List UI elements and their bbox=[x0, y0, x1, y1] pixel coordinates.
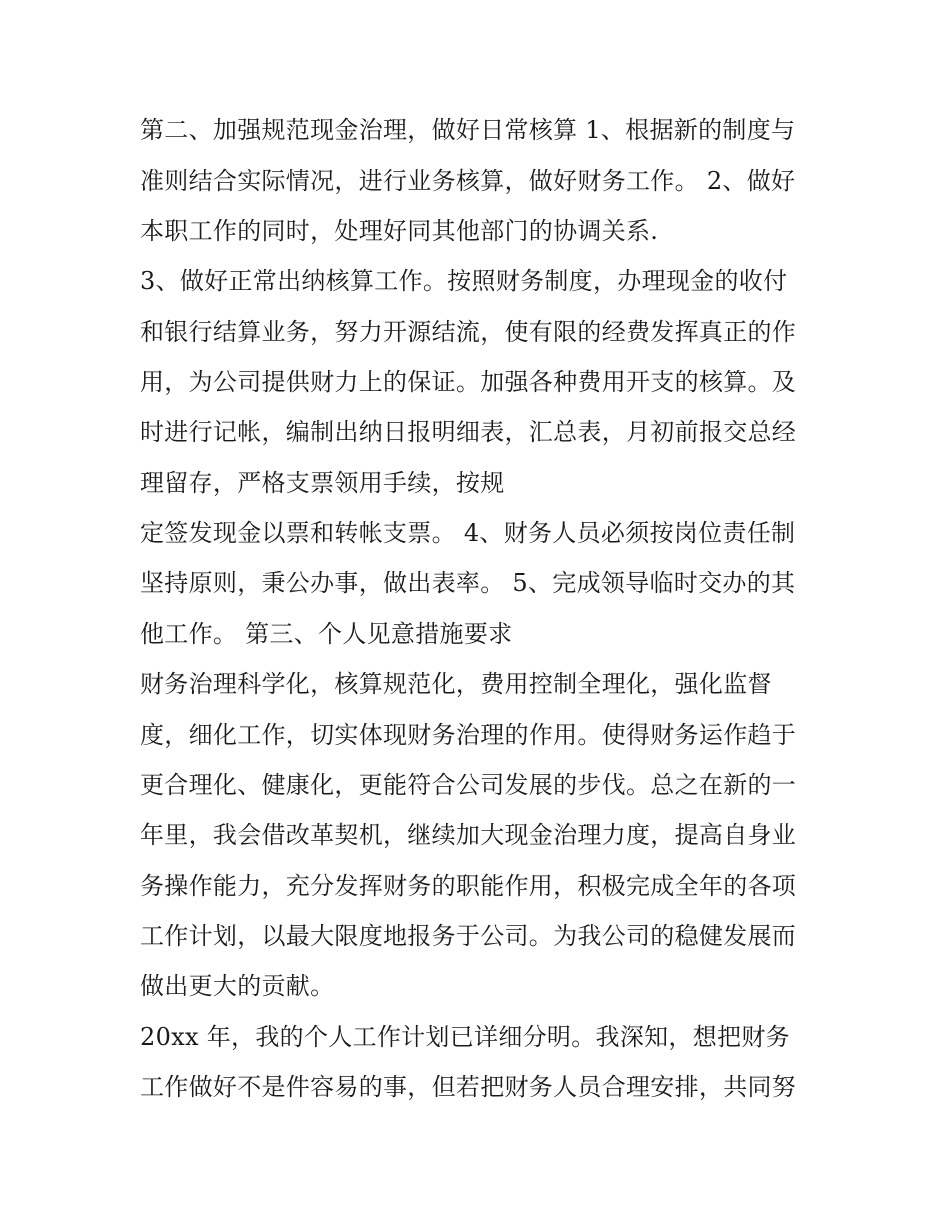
text-line: 做出更大的贡献。 bbox=[140, 972, 335, 1000]
text-line: 他工作。 第三、个人见意措施要求 bbox=[140, 620, 513, 648]
text-line: 用，为公司提供财力上的保证。加强各种费用开支的核算。及 bbox=[140, 368, 797, 396]
text-line: 财务治理科学化，核算规范化，费用控制全理化，强化监督 bbox=[140, 670, 772, 698]
text-line: 务操作能力，充分发挥财务的职能作用，积极完成全年的各项 bbox=[140, 872, 797, 900]
text-line: 工作计划，以最大限度地报务于公司。为我公司的稳健发展而 bbox=[140, 922, 797, 950]
text-line: 本职工作的同时，处理好同其他部门的协调关系. bbox=[140, 217, 659, 245]
text-line: 20xx 年，我的个人工作计划已详细分明。我深知，想把财务 bbox=[140, 1023, 790, 1051]
text-line: 年里，我会借改革契机，继续加大现金治理力度，提高自身业 bbox=[140, 821, 797, 849]
text-line: 工作做好不是件容易的事，但若把财务人员合理安排，共同努 bbox=[140, 1073, 797, 1101]
text-line: 度，细化工作，切实体现财务治理的作用。使得财务运作趋于 bbox=[140, 721, 797, 749]
text-line: 第二、加强规范现金治理，做好日常核算 1、根据新的制度与 bbox=[140, 116, 796, 144]
text-line: 和银行结算业务，努力开源结流，使有限的经费发挥真正的作 bbox=[140, 318, 797, 346]
text-line: 坚持原则，秉公办事，做出表率。 5、完成领导临时交办的其 bbox=[140, 569, 796, 597]
text-line: 时进行记帐，编制出纳日报明细表，汇总表，月初前报交总经 bbox=[140, 418, 797, 446]
text-line: 理留存，严格支票领用手续，按规 bbox=[140, 469, 505, 497]
text-line: 3、做好正常出纳核算工作。按照财务制度，办理现金的收付 bbox=[140, 267, 788, 295]
text-line: 定签发现金以票和转帐支票。 4、财务人员必须按岗位责任制 bbox=[140, 519, 796, 547]
text-line: 更合理化、健康化，更能符合公司发展的步伐。总之在新的一 bbox=[140, 771, 797, 799]
text-line: 准则结合实际情况，进行业务核算，做好财务工作。 2、做好 bbox=[140, 167, 796, 195]
